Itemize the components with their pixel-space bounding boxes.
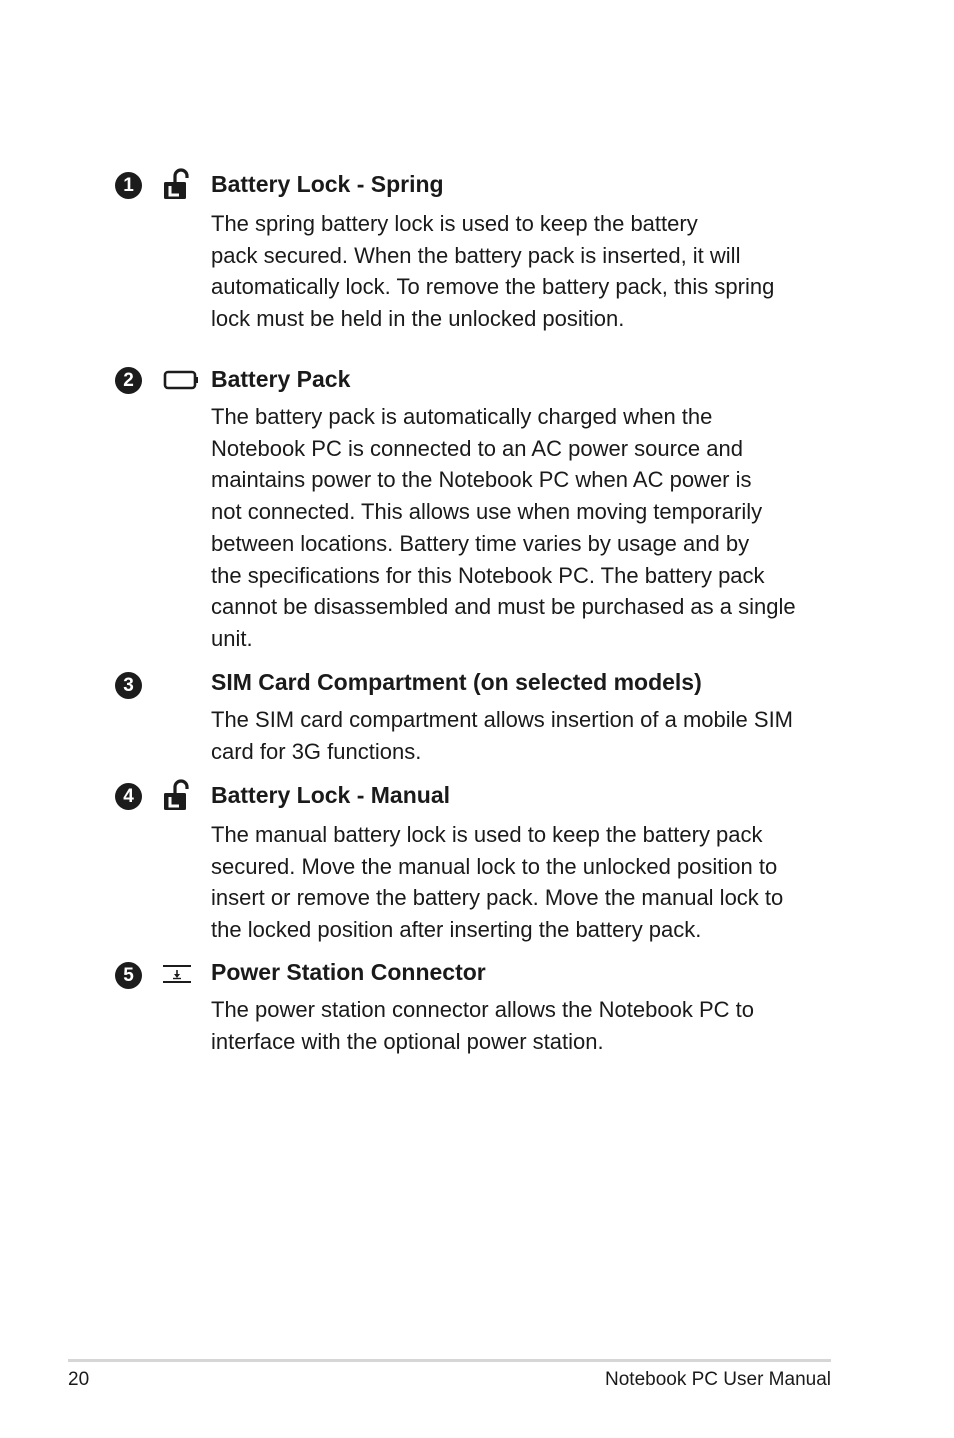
description-line: cannot be disassembled and must be purchased as a single bbox=[211, 594, 796, 620]
item-description bbox=[211, 704, 841, 767]
number-badge: 3 bbox=[115, 672, 142, 699]
description-line: unit. bbox=[211, 625, 253, 651]
item-description bbox=[211, 208, 841, 335]
unlock-icon bbox=[160, 779, 200, 811]
description-line: The power station connector allows the Notebook PC to bbox=[211, 997, 754, 1022]
description-line: insert or remove the battery pack. Move the manual lock to bbox=[211, 885, 784, 911]
description-line: the locked position after inserting the battery pack. bbox=[211, 917, 702, 943]
item-description bbox=[211, 819, 841, 946]
description-line: The spring battery lock is used to keep the battery bbox=[211, 211, 698, 236]
number-badge: 2 bbox=[115, 367, 142, 394]
description-line: The SIM card compartment allows insertion of a mobile SIM bbox=[211, 707, 794, 732]
unlock-icon bbox=[160, 168, 200, 200]
item-title: Power Station Connector bbox=[211, 959, 486, 985]
description-line: secured. Move the manual lock to the unlocked position to bbox=[211, 853, 778, 879]
description-line: lock must be held in the unlocked position. bbox=[211, 306, 625, 332]
description-line: maintains power to the Notebook PC when AC power is bbox=[211, 467, 752, 493]
power-station-connector-icon bbox=[160, 960, 200, 992]
description-line: automatically lock. To remove the battery pack, this spring bbox=[211, 274, 775, 300]
number-badge: 1 bbox=[115, 172, 142, 199]
description-line: interface with the optional power station. bbox=[211, 1028, 604, 1054]
item-title: Battery Pack bbox=[211, 366, 351, 392]
item-title: Battery Lock - Spring bbox=[211, 171, 444, 197]
description-line: The manual battery lock is used to keep the battery pack bbox=[211, 822, 763, 847]
manual-title: Notebook PC User Manual bbox=[605, 1369, 831, 1390]
description-line: Notebook PC is connected to an AC power source and bbox=[211, 435, 743, 461]
description-line: between locations. Battery time varies by usage and by bbox=[211, 530, 750, 556]
number-badge: 4 bbox=[115, 783, 142, 810]
page-number: 20 bbox=[68, 1369, 90, 1390]
description-line: card for 3G functions. bbox=[211, 738, 422, 764]
description-line: not connected. This allows use when moving temporarily bbox=[211, 499, 763, 525]
battery-icon bbox=[160, 366, 200, 398]
description-line: The battery pack is automatically charged when the bbox=[211, 404, 713, 429]
footer-divider bbox=[68, 1359, 831, 1362]
item-title: SIM Card Compartment (on selected models) bbox=[211, 669, 702, 695]
item-description bbox=[211, 994, 841, 1057]
item-description bbox=[211, 401, 841, 655]
description-line: the specifications for this Notebook PC. The battery pack bbox=[211, 562, 765, 588]
item-title: Battery Lock - Manual bbox=[211, 782, 450, 808]
description-line: pack secured. When the battery pack is inserted, it will bbox=[211, 242, 741, 268]
number-badge: 5 bbox=[115, 962, 142, 989]
